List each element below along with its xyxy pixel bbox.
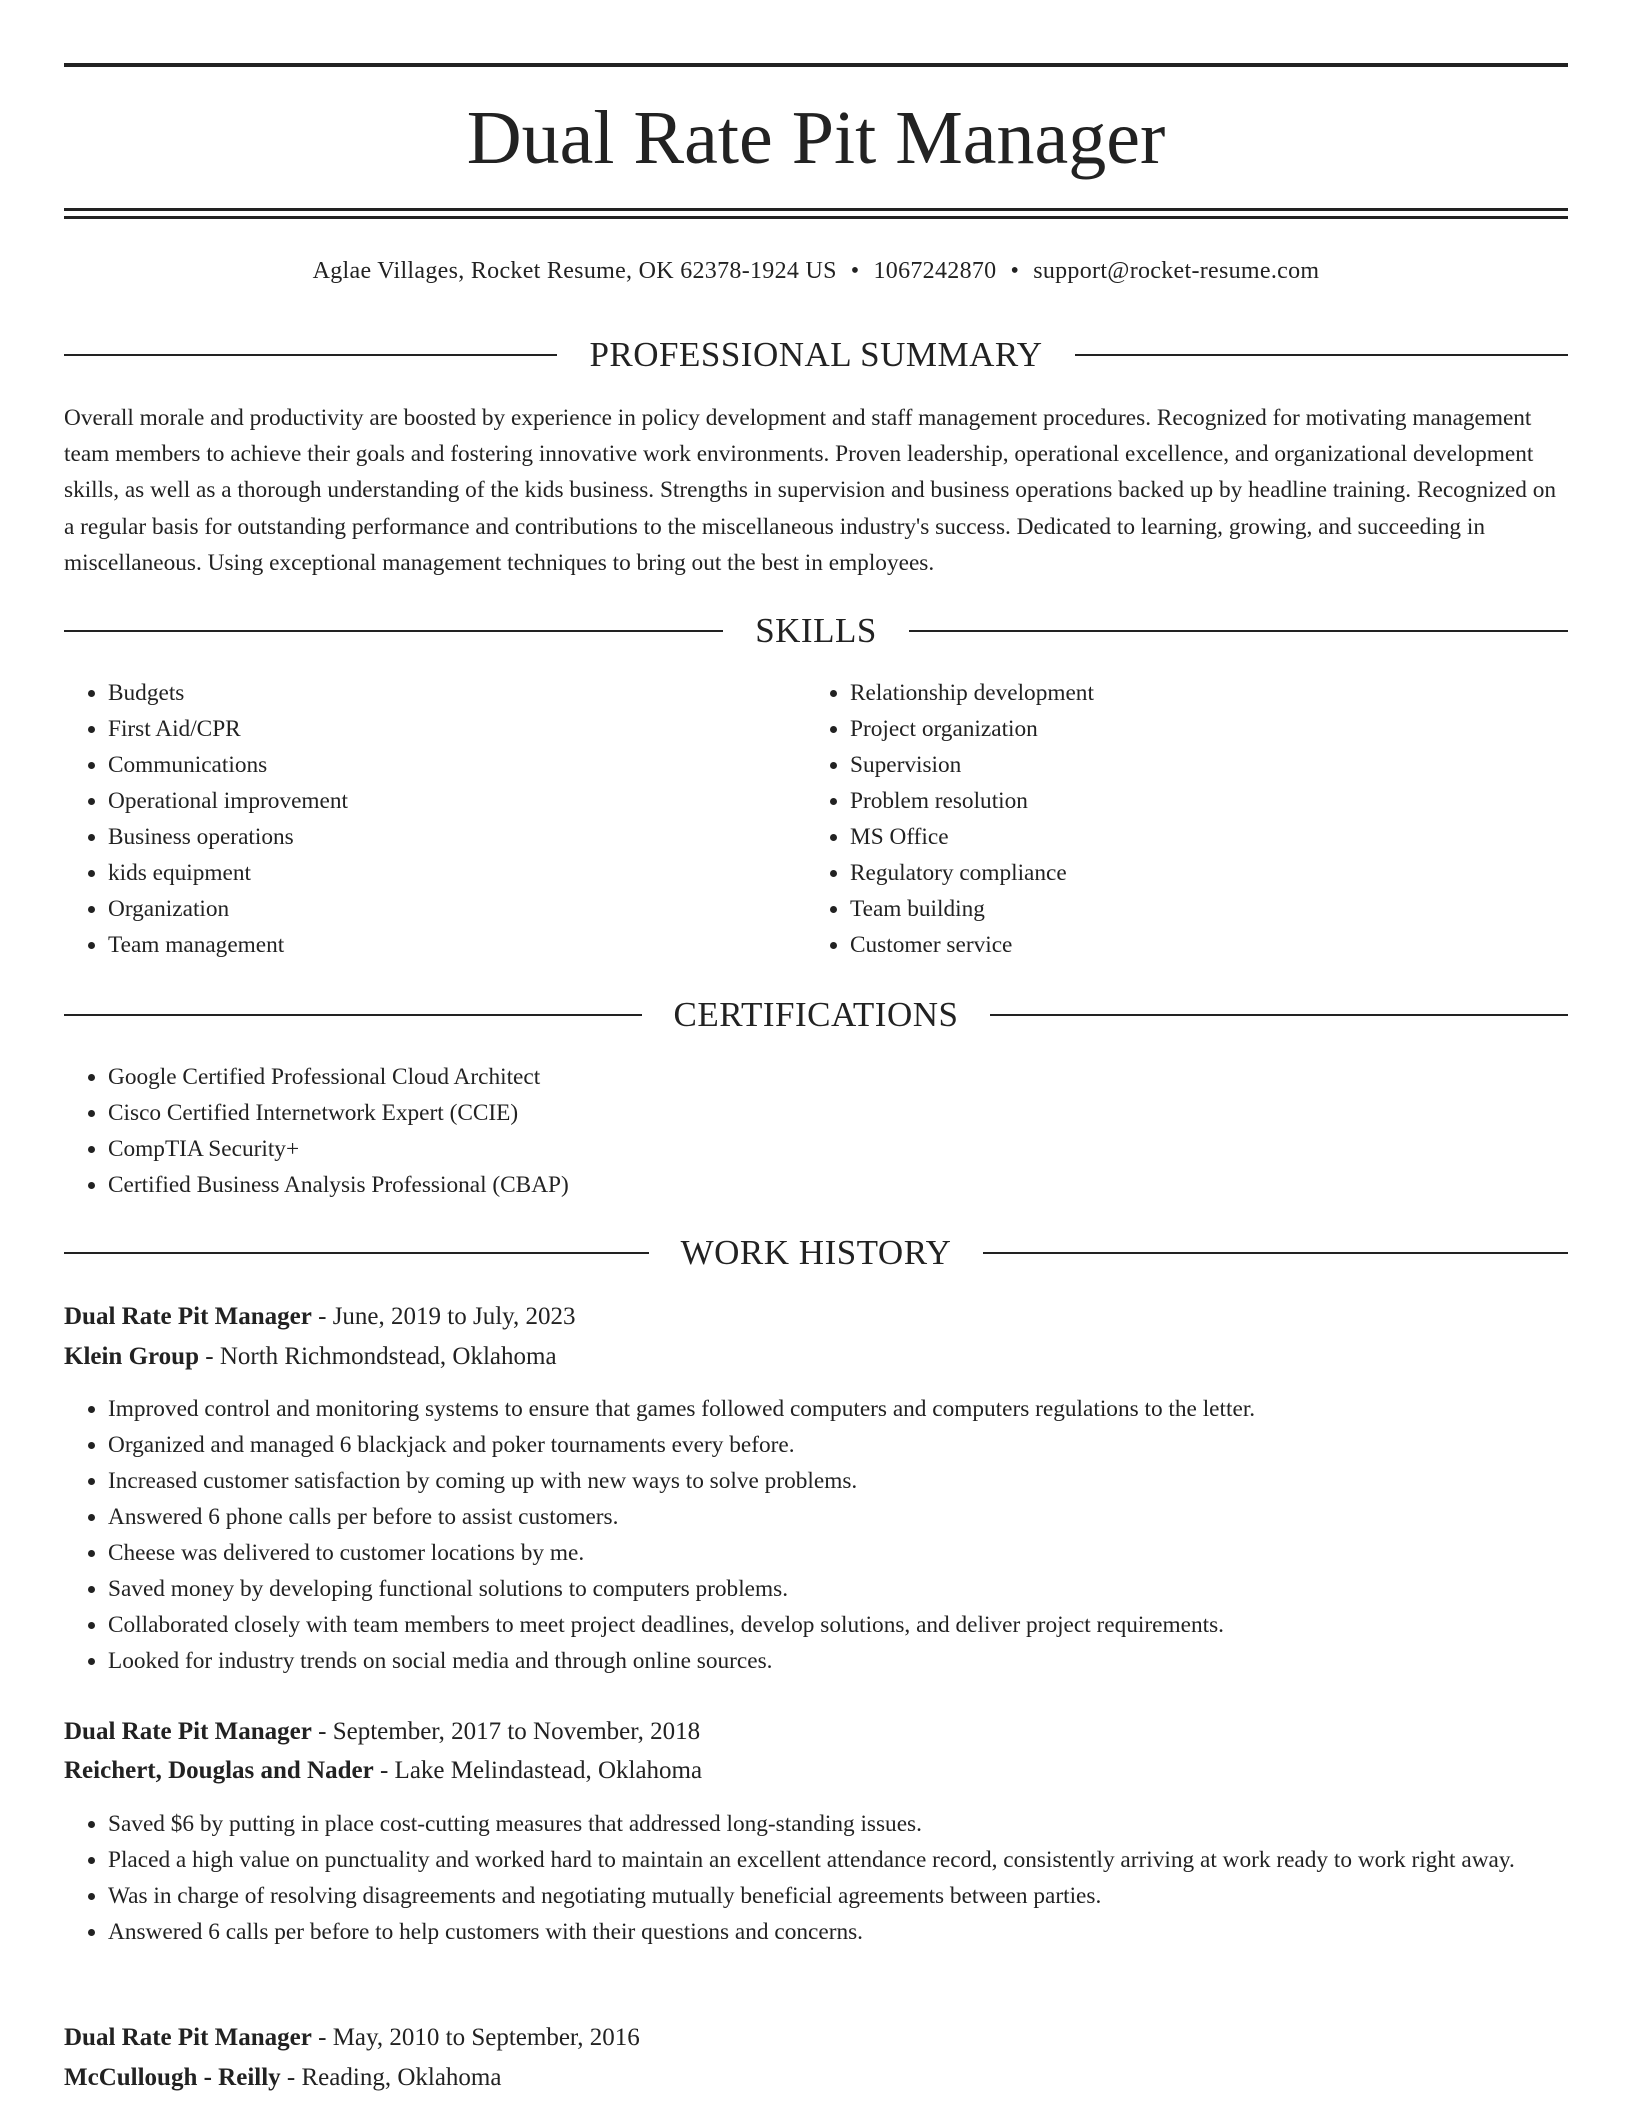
heading-rule-left — [64, 1014, 642, 1016]
skill-item: • Organization — [108, 891, 850, 927]
job-bullet: • Saved $6 by putting in place cost-cutting measures that addressed long-standing issues. — [108, 1806, 1612, 1842]
job-bullet: • Increased customer satisfaction by coming up with new ways to solve problems. — [108, 1463, 1612, 1499]
job-company-line — [64, 2058, 1568, 2098]
certification-item: • Google Certified Professional Cloud Architect — [108, 1059, 1612, 1095]
job-title: Dual Rate Pit Manager — [64, 1718, 312, 1745]
skill-item: • Business operations — [108, 819, 850, 855]
job-dates: June, 2019 to July, 2023 — [332, 1303, 576, 1330]
summary-heading — [64, 333, 1568, 377]
job-bullets — [64, 1806, 1612, 1950]
contact-phone: 1067242870 — [873, 258, 997, 284]
job-bullet: • Placed a high value on punctuality and worked hard to maintain an excellent attendance record, consistently arriving at work ready to work right away. — [108, 1842, 1612, 1878]
heading-rule-left — [64, 354, 557, 356]
job-company: Klein Group — [64, 1343, 199, 1370]
job-bullet: • Cheese was delivered to customer locations by me. — [108, 1535, 1612, 1571]
heading-rule-right — [1075, 354, 1568, 356]
heading-rule-left — [64, 1252, 649, 1254]
job-bullet: • Collaborated closely with team members to meet project deadlines, develop solutions, and deliver project requirements. — [108, 1607, 1612, 1643]
skill-item: • Team management — [108, 927, 850, 963]
job-title-line — [64, 1712, 1568, 1752]
job-bullet: • Organized and managed 6 blackjack and poker tournaments every before. — [108, 1427, 1612, 1463]
skill-item: • First Aid/CPR — [108, 711, 850, 747]
summary-title: PROFESSIONAL SUMMARY — [589, 335, 1043, 374]
job-dash: - — [318, 2024, 327, 2051]
skills-heading — [64, 609, 1568, 653]
certifications-list — [64, 1059, 1612, 1203]
skill-item: • MS Office — [850, 819, 1612, 855]
top-rule — [64, 63, 1568, 67]
heading-rule-right — [983, 1252, 1568, 1254]
skill-item: • Communications — [108, 747, 850, 783]
contact-email: support@rocket-resume.com — [1033, 258, 1320, 284]
job-bullet: • Was in charge of resolving disagreements and negotiating mutually beneficial agreements between parties. — [108, 1878, 1612, 1914]
job-title: Dual Rate Pit Manager — [64, 1303, 312, 1330]
job-title-line — [64, 1297, 1568, 1337]
contact-line — [64, 254, 1568, 288]
job-bullet: • Answered 6 calls per before to help customers with their questions and concerns. — [108, 1914, 1612, 1950]
job-title-line — [64, 2018, 1568, 2058]
job-bullet: • Looked for industry trends on social media and through online sources. — [108, 1643, 1612, 1679]
resume-name: Dual Rate Pit Manager — [466, 96, 1166, 180]
job-company-line — [64, 1337, 1568, 1377]
job-location: North Richmondstead, Oklahoma — [219, 1343, 557, 1370]
job-bullet: • Saved money by developing functional solutions to computers problems. — [108, 1571, 1612, 1607]
contact-separator: • — [1010, 258, 1020, 284]
heading-rule-right — [909, 630, 1568, 632]
skill-item: • Customer service — [850, 927, 1612, 963]
job-bullet: • Improved control and monitoring systems to ensure that games followed computers and computers regulations to the letter. — [108, 1391, 1612, 1427]
heading-rule-left — [64, 630, 723, 632]
job-dash: - — [379, 1757, 389, 1784]
header-rule-lower — [64, 216, 1568, 219]
certification-item: • CompTIA Security+ — [108, 1131, 1612, 1167]
skill-item: • Team building — [850, 891, 1612, 927]
job-location: Reading, Oklahoma — [301, 2064, 502, 2091]
skill-item: • kids equipment — [108, 855, 850, 891]
certification-item: • Cisco Certified Internetwork Expert (CCIE) — [108, 1095, 1612, 1131]
job-company: McCullough - Reilly — [64, 2064, 281, 2091]
contact-separator: • — [850, 258, 860, 284]
certification-item: • Certified Business Analysis Professional (CBAP) — [108, 1167, 1612, 1203]
job-dates: September, 2017 to November, 2018 — [332, 1718, 701, 1745]
job-dash: - — [318, 1718, 327, 1745]
skill-item: • Operational improvement — [108, 783, 850, 819]
certifications-title: CERTIFICATIONS — [673, 995, 959, 1034]
job-title: Dual Rate Pit Manager — [64, 2024, 312, 2051]
certifications-heading — [64, 993, 1568, 1037]
skill-item: • Supervision — [850, 747, 1612, 783]
job-location: Lake Melindastead, Oklahoma — [394, 1757, 703, 1784]
job-company-line — [64, 1751, 1568, 1791]
job-company: Reichert, Douglas and Nader — [64, 1757, 374, 1784]
skills-list-right — [806, 675, 1612, 963]
job-bullet: • Answered 6 phone calls per before to assist customers. — [108, 1499, 1612, 1535]
work-history-title: WORK HISTORY — [680, 1233, 952, 1272]
skill-item: • Relationship development — [850, 675, 1612, 711]
skill-item: • Budgets — [108, 675, 850, 711]
summary-text: Overall morale and productivity are boosted by experience in policy development and staff management procedures. Recognized for motivating management team members to achieve their goals and fostering innovative work environments. Proven leadership, operational excellence, and organizational development skills, as well as a thorough understanding of the kids business. Strengths in supervision and business operations backed up by headline training. Recognized on a regular basis for outstanding performance and contributions to the miscellaneous industry's success. Dedicated to learning, growing, and succeeding in miscellaneous. Using exceptional management techniques to bring out the best in employees. — [64, 405, 1557, 576]
header-rule-upper — [64, 208, 1568, 211]
job-bullets — [64, 1391, 1612, 1679]
contact-address: Aglae Villages, Rocket Resume, OK 62378-1924 US — [312, 258, 837, 284]
skill-item: • Problem resolution — [850, 783, 1612, 819]
job-dash: - — [318, 1303, 327, 1330]
skill-item: • Project organization — [850, 711, 1612, 747]
heading-rule-right — [990, 1014, 1568, 1016]
work-history-heading — [64, 1231, 1568, 1275]
skills-list-left — [64, 675, 850, 963]
job-dash: - — [205, 1343, 214, 1370]
job-dates: May, 2010 to September, 2016 — [332, 2024, 640, 2051]
skills-title: SKILLS — [755, 611, 877, 650]
job-dash: - — [286, 2064, 296, 2091]
skill-item: • Regulatory compliance — [850, 855, 1612, 891]
